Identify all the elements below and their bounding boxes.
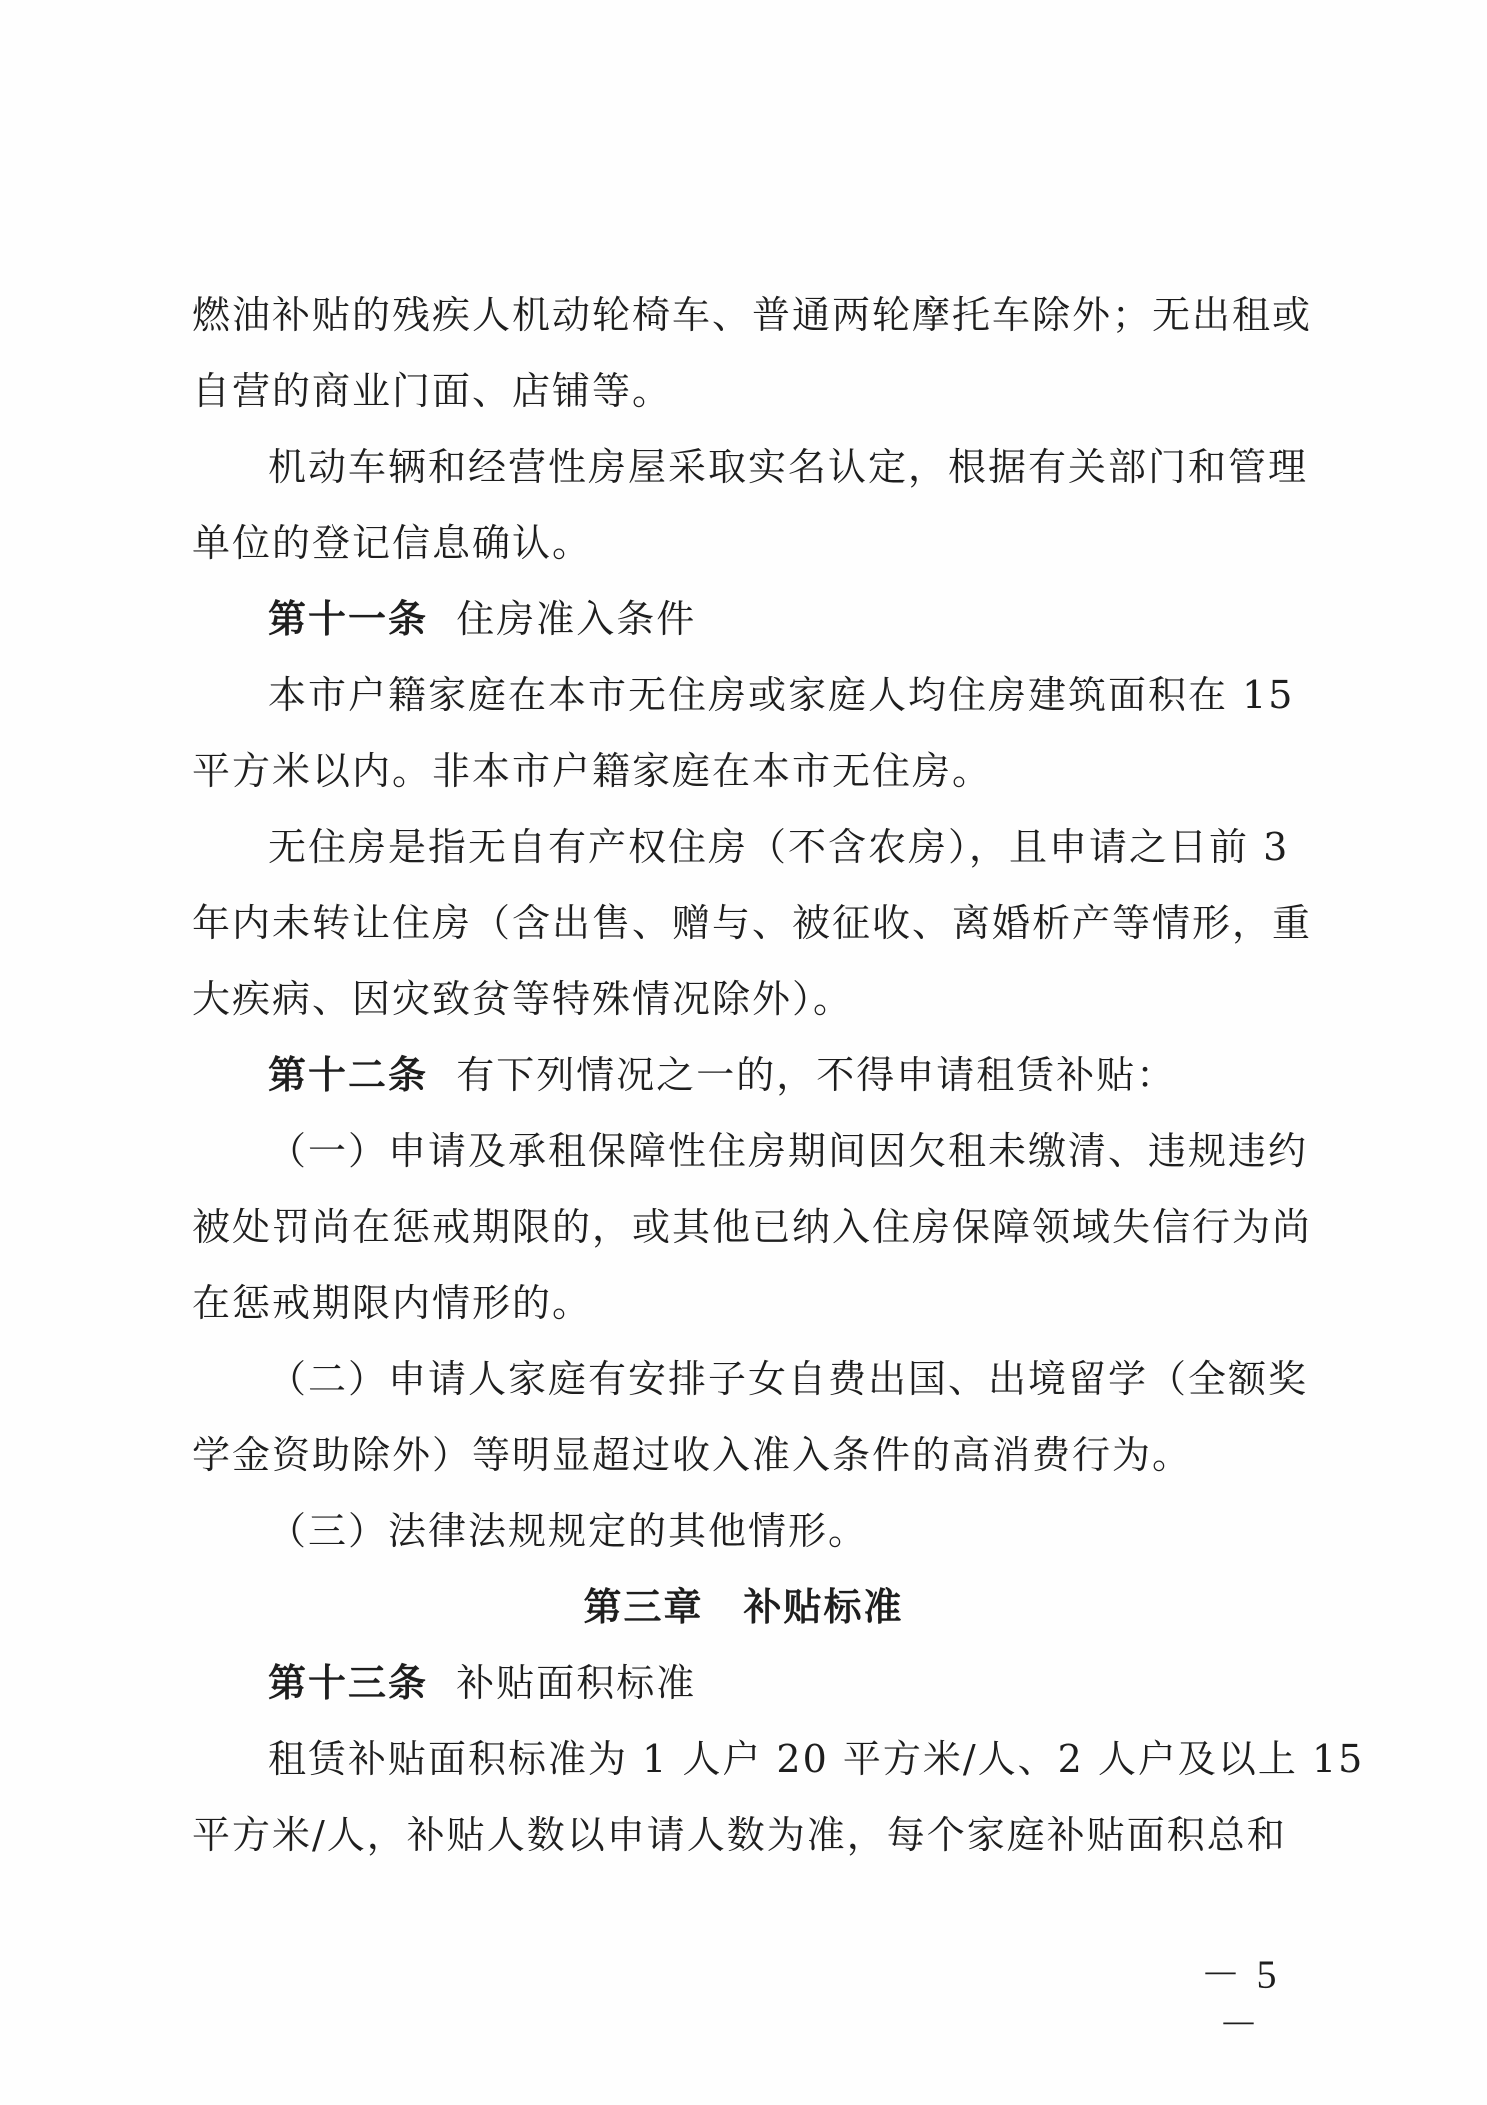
text-line: 自营的商业门面、店铺等。	[192, 369, 673, 413]
article-title: 补贴面积标准	[456, 1661, 697, 1705]
article-13-heading	[268, 1658, 696, 1708]
text-line: 租赁补贴面积标准为 1 人户 20 平方米/人、2 人户及以上 15	[268, 1737, 1365, 1781]
text-line: （二）申请人家庭有安排子女自费出国、出境留学（全额奖	[268, 1357, 1309, 1401]
text-line: 被处罚尚在惩戒期限的，或其他已纳入住房保障领域失信行为尚	[192, 1205, 1313, 1249]
text-line: 无住房是指无自有产权住房（不含农房），且申请之日前 3	[268, 825, 1290, 869]
text-line: （一）申请及承租保障性住房期间因欠租未缴清、违规违约	[268, 1129, 1309, 1173]
text-line: 在惩戒期限内情形的。	[192, 1281, 593, 1325]
article-label: 第十一条	[268, 596, 429, 641]
text-line: 机动车辆和经营性房屋采取实名认定，根据有关部门和管理	[268, 445, 1309, 489]
text-line: 本市户籍家庭在本市无住房或家庭人均住房建筑面积在 15	[268, 673, 1295, 717]
article-11-heading	[268, 594, 696, 644]
text-line: 学金资助除外）等明显超过收入准入条件的高消费行为。	[192, 1433, 1193, 1477]
page-number: － 5 －	[1200, 1952, 1280, 2047]
text-line: 燃油补贴的残疾人机动轮椅车、普通两轮摩托车除外；无出租或	[192, 293, 1313, 337]
text-line: （三）法律法规规定的其他情形。	[268, 1509, 869, 1553]
article-title: 住房准入条件	[456, 597, 697, 641]
text-line: 年内未转让住房（含出售、赠与、被征收、离婚析产等情形，重	[192, 901, 1313, 945]
chapter-heading: 第三章 补贴标准	[583, 1584, 904, 1629]
text-line: 大疾病、因灾致贫等特殊情况除外）。	[192, 977, 854, 1021]
text-line: 单位的登记信息确认。	[192, 521, 593, 565]
article-text: 有下列情况之一的，不得申请租赁补贴：	[456, 1053, 1177, 1097]
text-line: 平方米以内。非本市户籍家庭在本市无住房。	[192, 749, 993, 793]
text-line: 平方米/人，补贴人数以申请人数为准，每个家庭补贴面积总和	[192, 1813, 1287, 1857]
article-label: 第十二条	[268, 1052, 429, 1097]
article-label: 第十三条	[268, 1660, 429, 1705]
article-12-heading	[268, 1050, 1176, 1100]
